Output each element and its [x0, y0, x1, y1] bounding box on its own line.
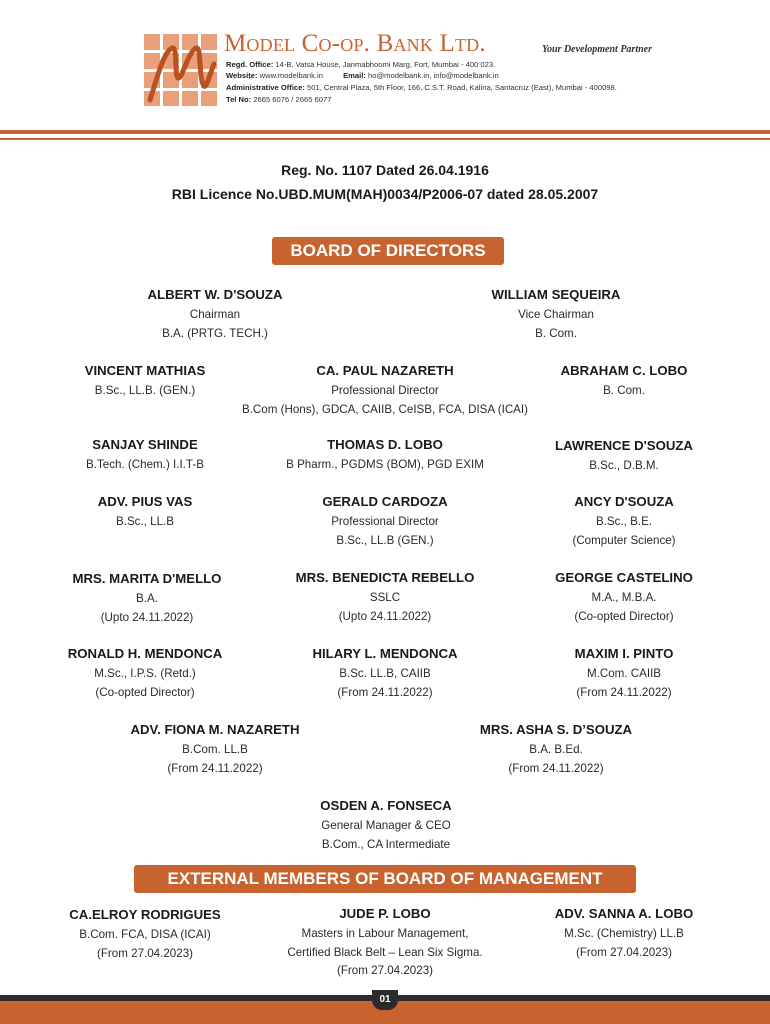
director-card: [42, 570, 252, 627]
director-card: [215, 362, 555, 419]
director-name: ABRAHAM C. LOBO: [560, 363, 688, 378]
director-detail: B.A. B.Ed.: [529, 743, 583, 756]
director-name: MRS. BENEDICTA REBELLO: [295, 570, 475, 585]
director-card: [524, 569, 724, 626]
director-card: [255, 436, 515, 475]
member-name: ADV. SANNA A. LOBO: [554, 906, 694, 921]
external-member-card: [524, 905, 724, 962]
director-name: ALBERT W. D'SOUZA: [147, 287, 283, 302]
tel-number: 2665 6076 / 2665 6077: [253, 95, 332, 104]
director-detail: General Manager & CEO: [321, 819, 451, 832]
director-detail: (From 24.11.2022): [337, 685, 433, 699]
member-detail: (From 27.04.2023): [336, 964, 434, 977]
director-name: CA. PAUL NAZARETH: [316, 363, 454, 378]
director-name: MRS. MARITA D'MELLO: [72, 571, 222, 586]
director-name: VINCENT MATHIAS: [84, 363, 206, 378]
member-detail: (From 27.04.2023): [575, 945, 673, 959]
director-detail: B.Sc., D.B.M.: [589, 459, 659, 472]
director-card: [524, 362, 724, 401]
director-detail: B.Sc., LL.B (GEN.): [336, 533, 434, 547]
director-card: [285, 493, 485, 550]
director-detail: (From 24.11.2022): [508, 761, 604, 775]
member-name: JUDE P. LOBO: [339, 906, 431, 921]
email-label: Email:: [343, 71, 366, 80]
website-label: Website:: [226, 71, 258, 80]
director-name: WILLIAM SEQUEIRA: [491, 287, 621, 302]
director-detail: B.Com., CA Intermediate: [321, 837, 451, 851]
letterhead: [0, 0, 770, 132]
director-detail: M.A., M.B.A.: [591, 591, 657, 604]
telephone-line: [226, 95, 331, 105]
email-link[interactable]: ho@modelbank.in, info@modelbank.in: [368, 71, 499, 80]
director-card: [524, 437, 724, 476]
director-detail: Professional Director: [331, 515, 439, 528]
director-card: [285, 645, 485, 702]
regd-office-address: 14-B, Vatsa House, Janmabhoomi Marg, Fort, Mumbai - 400 023.: [275, 60, 496, 69]
rbi-licence: RBI Licence No.UBD.MUM(MAH)0034/P2006-07 dated 28.05.2007: [171, 186, 599, 202]
registered-office: [226, 60, 495, 70]
director-card: [45, 436, 245, 475]
director-card: [456, 286, 656, 343]
director-name: ANCY D'SOUZA: [574, 494, 674, 509]
bank-tagline: Your Development Partner: [542, 44, 652, 55]
member-detail: Masters in Labour Management,: [301, 927, 469, 940]
regd-office-label: Regd. Office:: [226, 60, 274, 69]
admin-office-address: 501, Central Plaza, 5th Floor, 166, C.S.T. Road, Kalina, Santacruz (East), Mumbai - 400098.: [307, 83, 617, 92]
director-detail: B. Com.: [535, 326, 577, 340]
director-detail: (Upto 24.11.2022): [100, 610, 194, 624]
registration-number: Reg. No. 1107 Dated 26.04.1916: [281, 162, 489, 178]
director-card: [524, 493, 724, 550]
director-detail: (From 24.11.2022): [576, 685, 672, 699]
director-name: LAWRENCE D'SOUZA: [555, 438, 693, 453]
director-detail: M.Sc., I.P.S. (Retd.): [94, 667, 196, 680]
director-detail: B.A. (PRTG. TECH.): [162, 326, 268, 340]
director-name: GERALD CARDOZA: [322, 494, 448, 509]
director-detail: B.Com (Hons), GDCA, CAIIB, CeISB, FCA, DISA (ICAI): [241, 402, 529, 416]
director-card: [40, 645, 250, 702]
external-member-card: [250, 905, 520, 981]
director-name: ADV. FIONA M. NAZARETH: [130, 722, 300, 737]
director-name: RONALD H. MENDONCA: [67, 646, 223, 661]
member-detail: B.Com. FCA, DISA (ICAI): [79, 928, 211, 941]
director-detail: B Pharm., PGDMS (BOM), PGD EXIM: [286, 458, 484, 471]
bank-name: Model Co-op. Bank Ltd.: [224, 30, 486, 57]
director-detail: Vice Chairman: [518, 308, 594, 321]
header-divider-thin: [0, 138, 770, 140]
director-detail: Chairman: [189, 308, 241, 321]
director-card: [115, 286, 315, 343]
director-detail: (Co-opted Director): [95, 685, 195, 699]
director-card: [286, 797, 486, 854]
director-name: ADV. PIUS VAS: [97, 494, 193, 509]
contact-line: [226, 71, 499, 81]
director-detail: Professional Director: [331, 384, 439, 397]
bank-logo-icon: [144, 34, 218, 106]
director-name: GEORGE CASTELINO: [555, 570, 693, 585]
director-card: [105, 721, 325, 778]
director-detail: B.A.: [136, 592, 158, 605]
director-card: [524, 645, 724, 702]
director-detail: (Upto 24.11.2022): [338, 609, 432, 623]
director-detail: SSLC: [369, 591, 401, 604]
tel-label: Tel No:: [226, 95, 252, 104]
administrative-office: [226, 83, 617, 93]
director-detail: B.Sc., LL.B: [116, 515, 174, 528]
director-detail: (Co-opted Director): [574, 609, 674, 623]
director-name: MAXIM I. PINTO: [574, 646, 674, 661]
member-detail: (From 27.04.2023): [96, 946, 194, 960]
director-detail: M.Com. CAIIB: [586, 667, 662, 680]
website-link[interactable]: www.modelbank.in: [259, 71, 323, 80]
member-name: CA.ELROY RODRIGUES: [69, 907, 221, 922]
director-card: [446, 721, 666, 778]
external-member-card: [45, 906, 245, 963]
member-detail: Certified Black Belt – Lean Six Sigma.: [287, 945, 483, 959]
director-detail: B. Com.: [603, 384, 645, 397]
director-detail: (Computer Science): [572, 533, 676, 547]
page-number: 01: [372, 990, 398, 1010]
admin-office-label: Administrative Office:: [226, 83, 305, 92]
director-detail: B.Sc., LL.B. (GEN.): [94, 384, 196, 397]
director-name: OSDEN A. FONSECA: [320, 798, 452, 813]
director-name: SANJAY SHINDE: [92, 437, 198, 452]
member-detail: M.Sc. (Chemistry) LL.B: [564, 927, 684, 940]
board-of-directors-heading: BOARD OF DIRECTORS: [272, 237, 504, 265]
director-detail: B.Sc., B.E.: [595, 515, 653, 528]
header-divider-thick: [0, 130, 770, 134]
director-detail: B.Tech. (Chem.) I.I.T-B: [86, 458, 204, 471]
director-detail: B.Com. LL.B: [182, 743, 248, 756]
director-detail: B.Sc. LL.B, CAIIB: [339, 667, 431, 680]
external-members-heading: EXTERNAL MEMBERS OF BOARD OF MANAGEMENT: [134, 865, 636, 893]
director-detail: (From 24.11.2022): [167, 761, 263, 775]
director-name: MRS. ASHA S. D’SOUZA: [479, 722, 633, 737]
director-name: HILARY L. MENDONCA: [312, 646, 458, 661]
director-card: [270, 569, 500, 626]
director-card: [45, 493, 245, 532]
director-name: THOMAS D. LOBO: [327, 437, 443, 452]
